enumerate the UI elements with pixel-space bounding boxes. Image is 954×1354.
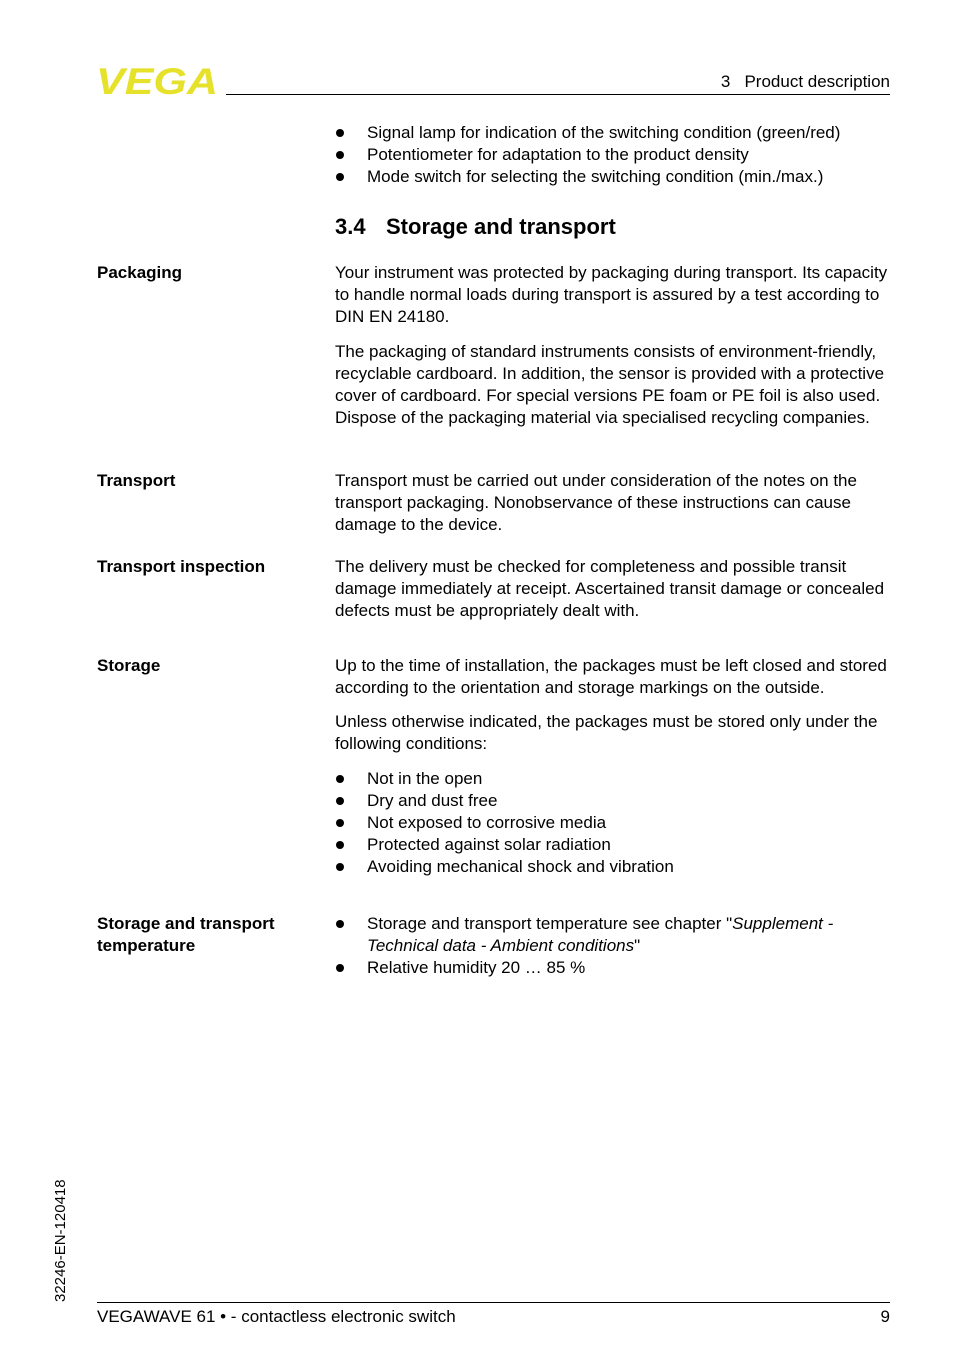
storage-temperature-text [335,913,895,979]
packaging-paragraph-2: The packaging of standard instruments consists of environment-friendly, recyclable cardboard. In addition, the sensor is provided with a protective cover of cardboard. For special versions PE foam or PE foil is also used. Dispose of the packaging material via specialised recycling companies. [335,342,885,427]
transport-inspection-paragraph: The delivery must be checked for completeness and possible transit damage immediately at receipt. Ascertained transit damage or concealed defects must be appropriately dealt with. [335,557,885,620]
intro-bullet-list [335,122,895,188]
packaging-paragraph-1: Your instrument was protected by packaging during transport. Its capacity to handle normal loads during transport is assured by a test according to DIN EN 24180. [335,263,888,326]
logo-text: VEGA [96,66,218,96]
storage-label: Storage [97,656,161,675]
packaging-label: Packaging [97,263,183,282]
intro-bullets-block [335,122,895,188]
chapter-reference: Supplement - Technical data - Ambient conditions [367,914,834,955]
page-number: 9 [880,1307,890,1326]
list-item: Not exposed to corrosive media [335,812,895,834]
list-item: Mode switch for selecting the switching condition (min./max.) [335,166,895,188]
list-item: Protected against solar radiation [335,834,895,856]
storage-paragraph-2: Unless otherwise indicated, the packages must be stored only under the following conditions: [335,712,878,753]
list-item: Potentiometer for adaptation to the product density [335,144,895,166]
section-title: Storage and transport [386,214,616,239]
list-item [335,913,895,957]
list-item: Relative humidity 20 … 85 % [335,957,895,979]
transport-text [335,470,895,536]
footer-divider [97,1302,890,1303]
storage-temperature-label [97,913,317,957]
vega-logo [96,66,220,96]
storage-temperature-label-line-1: Storage and transport [97,914,275,933]
temperature-bullet-prefix: Storage and transport temperature see chapter " [367,914,733,933]
packaging-text [335,262,895,429]
section-heading [335,214,616,240]
section-number: 3.4 [335,214,366,239]
transport-inspection-text [335,556,895,622]
list-item: Dry and dust free [335,790,895,812]
list-item: Avoiding mechanical shock and vibration [335,856,895,878]
temperature-bullet-suffix: " [634,936,641,955]
document-code: 32246-EN-120418 [52,1179,69,1302]
footer-product-name: VEGAWAVE 61 • - contactless electronic switch [97,1307,456,1326]
storage-temperature-label-line-2: temperature [97,936,196,955]
storage-paragraph-1: Up to the time of installation, the packages must be left closed and stored according to the orientation and storage markings on the outside. [335,656,887,697]
storage-temperature-list [335,913,895,979]
header-divider [226,94,890,95]
storage-text [335,655,895,878]
transport-label: Transport [97,471,176,490]
list-item: Signal lamp for indication of the switching condition (green/red) [335,122,895,144]
transport-paragraph: Transport must be carried out under consideration of the notes on the transport packaging. Nonobservance of these instructions can cause damage to the device. [335,471,857,534]
storage-conditions-list [335,768,895,878]
list-item: Not in the open [335,768,895,790]
header-section-ref: 3 Product description [720,72,890,91]
transport-inspection-label: Transport inspection [97,557,266,576]
